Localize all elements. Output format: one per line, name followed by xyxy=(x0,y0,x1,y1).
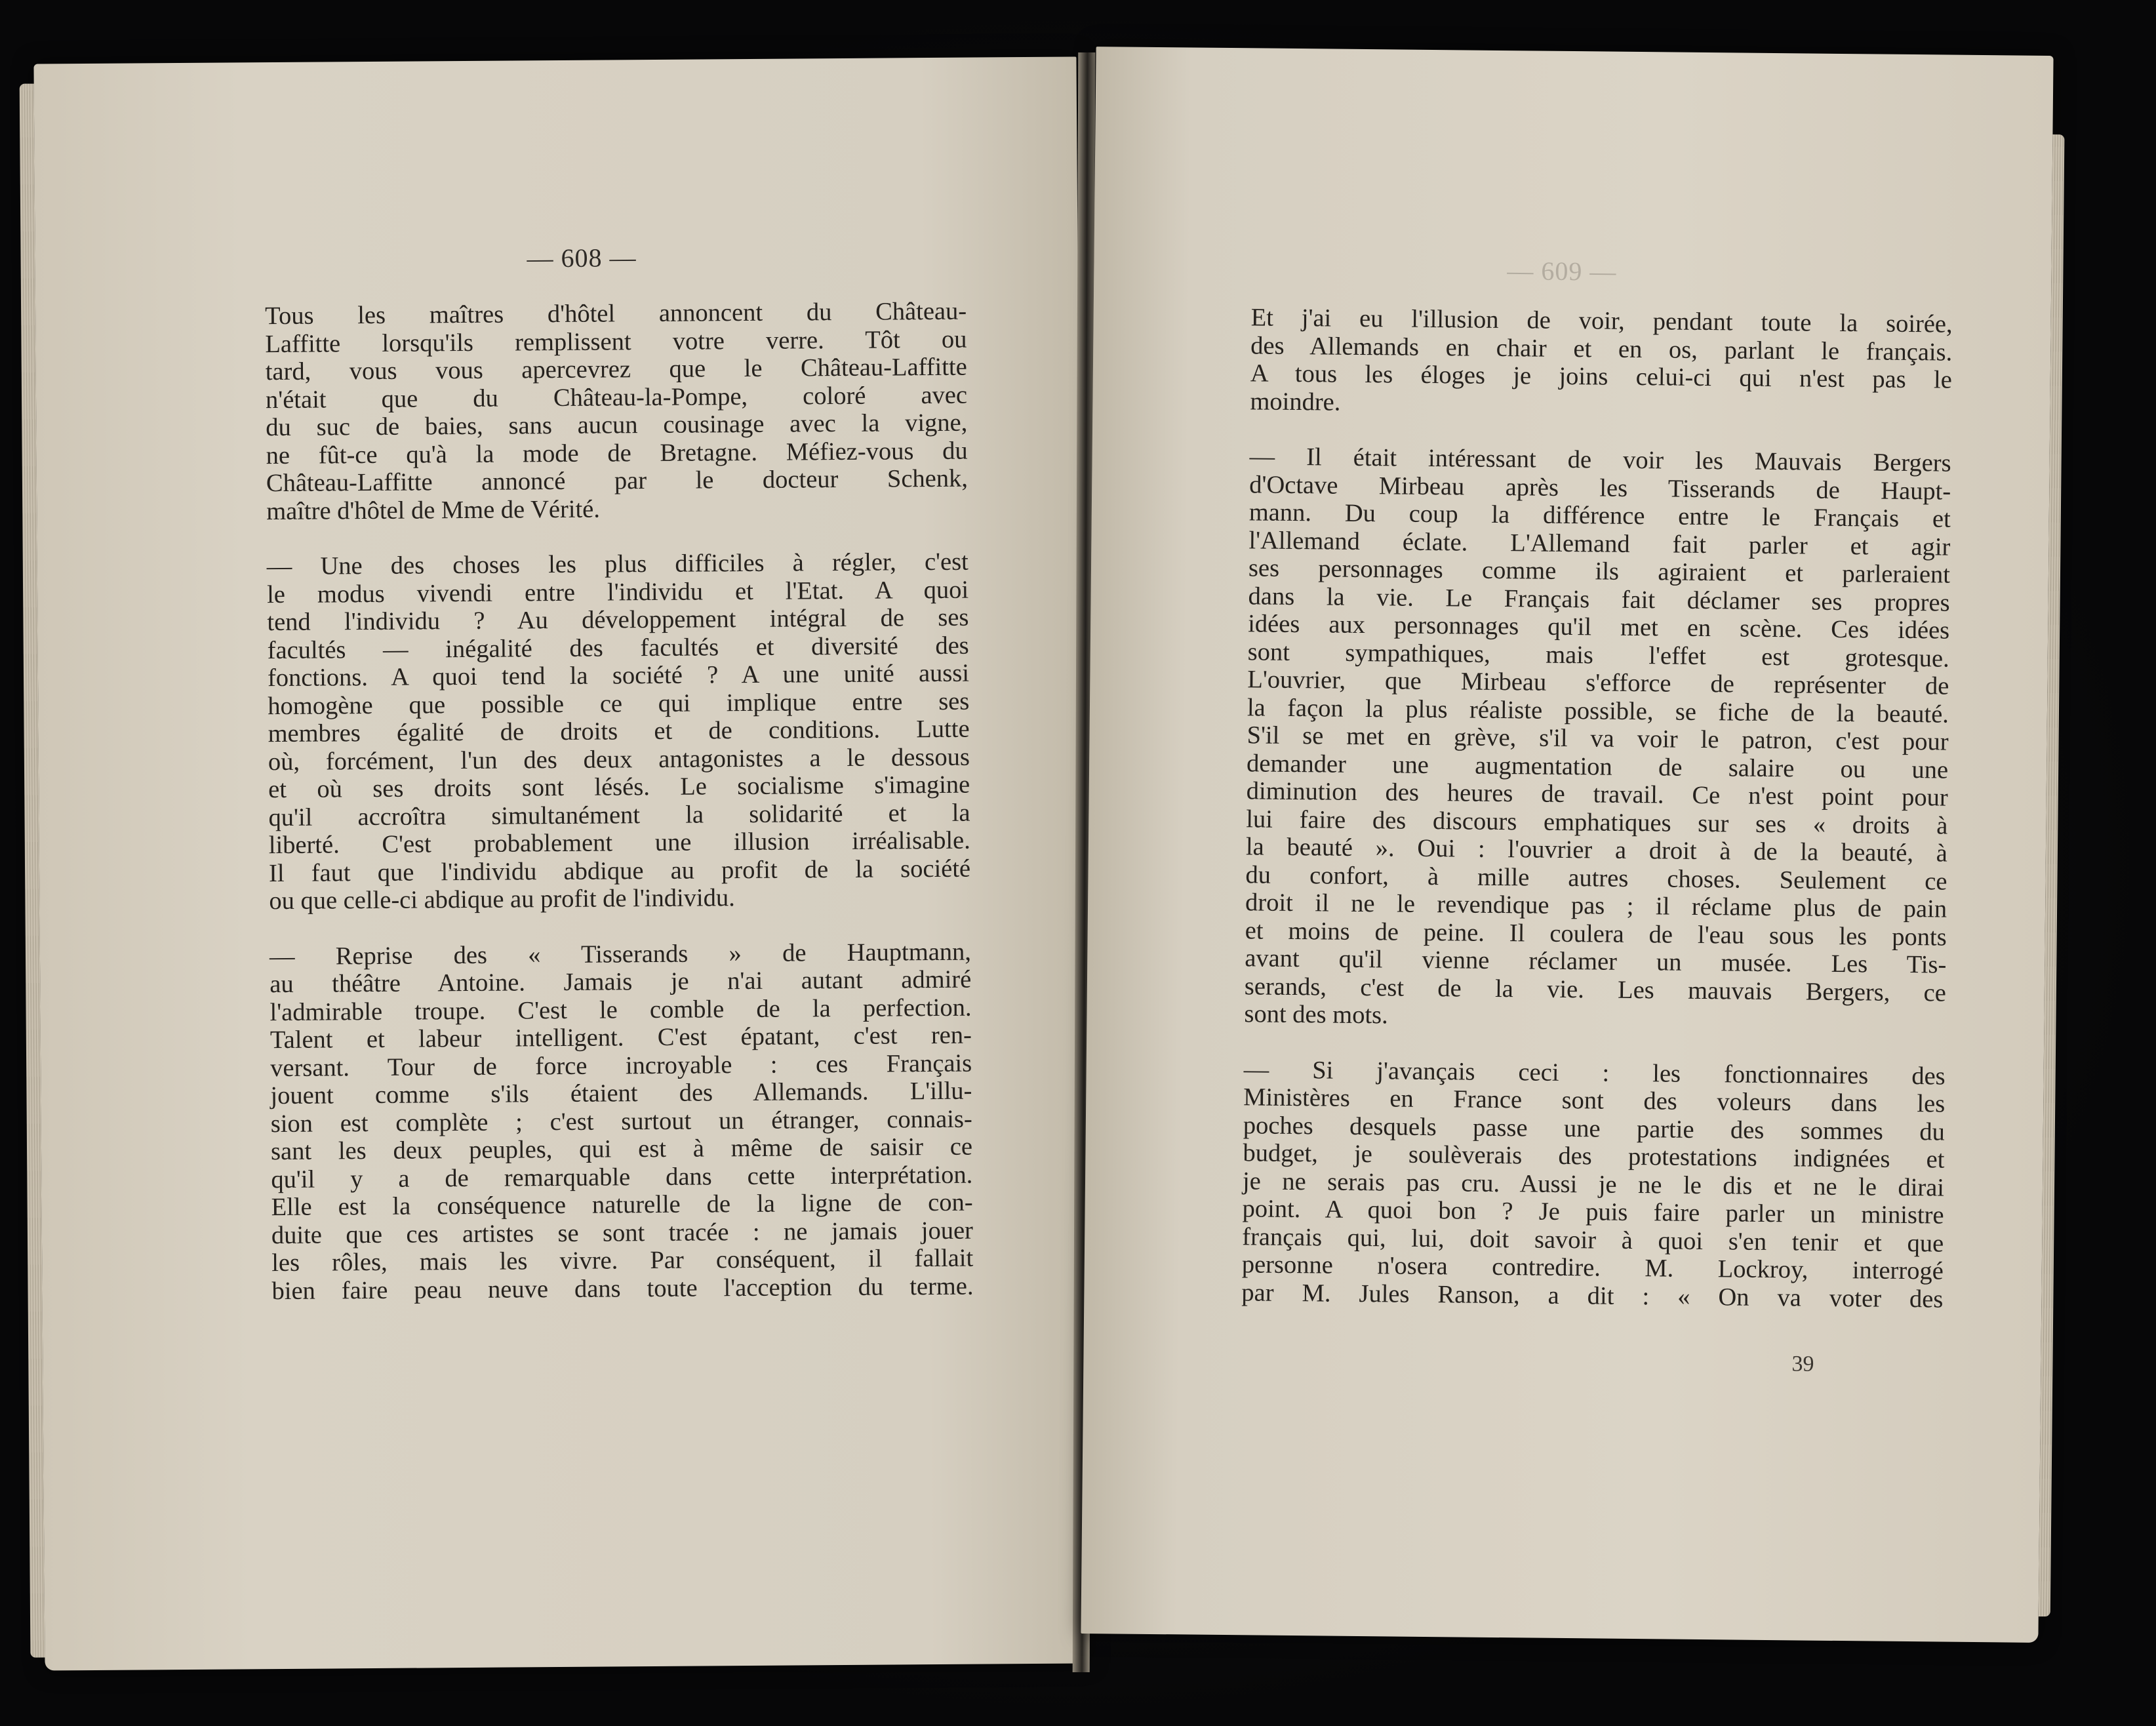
text-line: poches desquels passe une partie des sommes du xyxy=(1243,1111,1946,1146)
text-line: jouent comme s'ils étaient des Allemands. L'illu- xyxy=(270,1077,972,1110)
text-line: sant les deux peuples, qui est à même de saisir ce xyxy=(270,1133,973,1166)
text-line: idées aux personnages qu'il met en scène. Ces idées xyxy=(1248,610,1950,645)
text-line: budget, je soulèverais des protestations indignées et xyxy=(1243,1139,1945,1174)
text-line: ses personnages comme ils agiraient et parleraient xyxy=(1248,554,1951,589)
text-line: facultés — inégalité des facultés et diversité des xyxy=(267,632,969,664)
right-page xyxy=(1081,47,2053,1643)
text-line: L'ouvrier, que Mirbeau s'efforce de représenter de xyxy=(1247,666,1949,700)
text-line: fonctions. A quoi tend la société ? A une unité aussi xyxy=(267,659,970,692)
text-line: l'admirable troupe. C'est le comble de la perfection. xyxy=(270,993,972,1026)
text-line: au théâtre Antoine. Jamais je n'ai autant admiré xyxy=(270,965,972,999)
text-line: qu'il y a de remarquable dans cette interprétation. xyxy=(271,1161,973,1194)
text-line: qu'il accroîtra simultanément la solidarité et la xyxy=(268,799,970,832)
text-line: Ministères en France sont des voleurs dans les xyxy=(1243,1083,1946,1118)
left-paragraph-3 xyxy=(270,938,974,1305)
text-line: d'Octave Mirbeau après les Tisserands de Haupt- xyxy=(1249,470,1951,506)
text-line: par M. Jules Ranson, a dit : « On va voter des xyxy=(1241,1278,1944,1314)
text-line: point. A quoi bon ? Je puis faire parler un ministre xyxy=(1242,1195,1944,1230)
right-paragraph-1 xyxy=(1250,304,1953,422)
text-line: Elle est la conséquence naturelle de la ligne de con- xyxy=(271,1188,973,1222)
text-line: sont sympathiques, mais l'effet est grotesque. xyxy=(1247,637,1949,673)
text-line: droit il ne le revendique pas ; il réclame plus de pain xyxy=(1245,889,1947,923)
signature-mark: 39 xyxy=(1791,1352,1814,1376)
right-paragraph-3 xyxy=(1241,1056,1946,1314)
text-line: demander une augmentation de salaire ou une xyxy=(1246,749,1949,784)
left-paragraph-2 xyxy=(267,548,971,915)
text-line: tard, vous vous apercevrez que le Château-Laffitte xyxy=(265,353,967,386)
text-line: n'était que du Château-la-Pompe, coloré avec xyxy=(265,381,968,414)
text-line: le modus vivendi entre l'individu et l'Etat. A quoi xyxy=(266,576,969,609)
text-line: ou que celle-ci abdique au profit de l'individu. xyxy=(269,884,735,915)
text-line: je ne serais pas cru. Aussi je ne le dis et ne le dirai xyxy=(1242,1167,1945,1202)
text-line: versant. Tour de force incroyable : ces Français xyxy=(270,1049,972,1082)
text-line: sion est complète ; c'est surtout un étranger, connais- xyxy=(270,1105,972,1138)
text-line: du suc de baies, sans aucun cousinage avec la vigne, xyxy=(266,409,968,442)
left-page xyxy=(33,56,1087,1670)
text-line: — Reprise des « Tisserands » de Hauptmann, xyxy=(269,938,972,971)
text-line: — Si j'avançais ceci : les fonctionnaires des xyxy=(1243,1055,1946,1091)
text-line: des Allemands en chair et en os, parlant le français. xyxy=(1250,331,1953,367)
text-line: mann. Du coup la différence entre le Français et xyxy=(1248,498,1951,533)
text-line: Tous les maîtres d'hôtel annoncent du Château- xyxy=(265,297,967,331)
text-line: homogène que possible ce qui implique entre ses xyxy=(268,687,970,720)
text-line: Talent et labeur intelligent. C'est épatant, c'est ren- xyxy=(270,1021,972,1054)
text-line: Château-Laffitte annoncé par le docteur Schenk, xyxy=(266,464,968,498)
text-line: liberté. C'est probablement une illusion irréalisable. xyxy=(268,826,970,860)
text-line: où, forcément, l'un des deux antagonistes a le dessous xyxy=(268,743,970,776)
right-page-text xyxy=(1241,304,1953,1313)
left-page-text xyxy=(265,298,974,1305)
text-line: — Il était intéressant de voir les Mauvais Bergers xyxy=(1249,443,1951,477)
text-line: français qui, lui, doit savoir à quoi s'en tenir et que xyxy=(1242,1222,1944,1258)
text-line: Laffitte lorsqu'ils remplissent votre verre. Tôt ou xyxy=(265,325,967,358)
text-line: maître d'hôtel de Mme de Vérité. xyxy=(266,495,601,525)
text-line: les rôles, mais les vivre. Par conséquent, il fallait xyxy=(271,1244,974,1277)
text-line: la beauté ». Oui : l'ouvrier a droit à de la beauté, à xyxy=(1245,833,1948,868)
text-line: du confort, à mille autres choses. Seulement ce xyxy=(1245,860,1947,896)
text-line: et où ses droits sont lésés. Le socialisme s'imagine xyxy=(268,771,970,804)
text-line: l'Allemand éclate. L'Allemand fait parler et agir xyxy=(1248,526,1951,561)
text-line: diminution des heures de travail. Ce n'est point pour xyxy=(1246,777,1948,812)
left-paragraph-1 xyxy=(265,298,968,525)
text-line: serands, c'est de la vie. Les mauvais Bergers, ce xyxy=(1244,972,1947,1007)
right-paragraph-2 xyxy=(1244,443,1951,1035)
text-line: duite que ces artistes se sont tracée : ne jamais jouer xyxy=(271,1216,974,1249)
text-line: Et j'ai eu l'illusion de voir, pendant toute la soirée, xyxy=(1250,304,1953,338)
left-page-number: — 608 — xyxy=(527,243,637,273)
right-page-number: — 609 — xyxy=(1507,256,1617,287)
text-line: moindre. xyxy=(1250,387,1341,416)
text-line: ne fût-ce qu'à la mode de Bretagne. Méfiez-vous du xyxy=(266,437,968,470)
text-line: membres égalité de droits et de conditions. Lutte xyxy=(268,715,970,748)
text-line: tend l'individu ? Au développement intégral de ses xyxy=(267,603,969,637)
text-line: — Une des choses les plus difficiles à régler, c'est xyxy=(266,548,968,581)
text-line: sont des mots. xyxy=(1244,1000,1388,1030)
text-line: et moins de peine. Il coulera de l'eau sous les ponts xyxy=(1245,916,1947,952)
text-line: A tous les éloges je joins celui-ci qui n'est pas le xyxy=(1250,359,1953,394)
text-line: la façon la plus réaliste possible, se fiche de la beauté. xyxy=(1247,693,1949,729)
text-line: dans la vie. Le Français fait déclamer ses propres xyxy=(1248,582,1950,617)
text-line: personne n'osera contredire. M. Lockroy, interrogé xyxy=(1241,1251,1944,1285)
text-line: avant qu'il vienne réclamer un musée. Les Tis- xyxy=(1245,944,1947,979)
text-line: S'il se met en grève, s'il va voir le patron, c'est pour xyxy=(1247,721,1949,756)
text-line: bien faire peau neuve dans toute l'acception du terme. xyxy=(271,1272,974,1305)
text-line: lui faire des discours emphatiques sur ses « droits à xyxy=(1246,805,1948,840)
text-line: Il faut que l'individu abdique au profit de la société xyxy=(268,854,971,887)
